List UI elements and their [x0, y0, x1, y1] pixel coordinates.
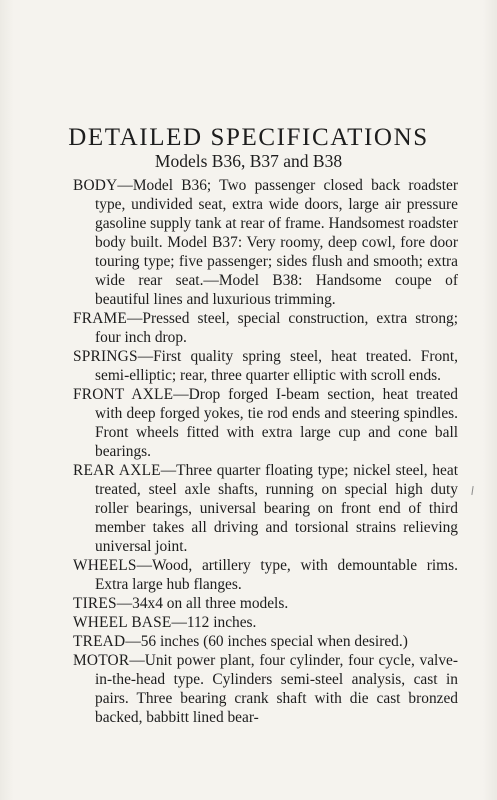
spec-entry-tread: [73, 632, 458, 651]
spec-entry-frame: [73, 309, 458, 347]
spec-text: —Drop forged I-beam section, heat treated with deep forged yokes, tie rod ends and steering spindles. Front wheels fitted with extra large cup and cone ball bearings.: [95, 386, 458, 460]
spec-entry-tires: [73, 594, 458, 613]
spec-entry-front-axle: [73, 385, 458, 461]
spec-text: —112 inches.: [171, 614, 257, 631]
spec-term: FRAME: [73, 310, 128, 327]
spec-text: —Pressed steel, special construction, extra strong; four inch drop.: [95, 310, 458, 346]
spec-entry-springs: [73, 347, 458, 385]
specifications-list: [73, 176, 458, 727]
spec-entry-body: [73, 176, 458, 309]
page-subtitle: Models B36, B37 and B38: [154, 151, 343, 171]
spec-text: —56 inches (60 inches special when desired.): [125, 633, 408, 650]
spec-term: WHEELS: [73, 557, 137, 574]
spec-text: —Three quarter floating type; nickel steel, heat treated, steel axle shafts, running on special high duty roller bearings, universal bearing on front end of third member takes all driving and torsional strains relieving universal joint.: [95, 462, 458, 555]
spec-entry-rear-axle: [73, 461, 458, 556]
spec-term: MOTOR: [73, 652, 130, 669]
margin-mark: [471, 486, 473, 495]
spec-text: —Wood, artillery type, with demountable rims. Extra large hub flanges.: [95, 557, 458, 593]
spec-text: —First quality spring steel, heat treated. Front, semi-elliptic; rear, three quarter elliptic with scroll ends.: [95, 348, 458, 384]
spec-term: TREAD: [73, 633, 126, 650]
spec-term: SPRINGS: [73, 348, 138, 365]
page-title: DETAILED SPECIFICATIONS: [68, 124, 429, 151]
spec-entry-wheel-base: [73, 613, 458, 632]
spec-term: TIRES: [73, 595, 117, 612]
spec-term: REAR AXLE: [73, 462, 161, 479]
spec-text: —Model B36; Two passenger closed back roadster type, undivided seat, extra wide doors, large air pressure gasoline supply tank at rear of frame. Handsomest roadster body built. Model B37: Very roomy, deep cowl, fore door touring type; five passenger; sides flush and smooth; extra wide rear seat.—Model B38: Handsome coupe of beautiful lines and luxurious trimming.: [95, 177, 458, 308]
spec-entry-motor: [73, 651, 458, 727]
spec-text: —34x4 on all three models.: [116, 595, 289, 612]
spec-term: FRONT AXLE: [73, 386, 174, 403]
spec-text: —Unit power plant, four cylinder, four cycle, valve-in-the-head type. Cylinders semi-steel analysis, cast in pairs. Three bearing crank shaft with die cast bronzed backed, babbitt lined bear-: [95, 652, 458, 726]
spec-term: WHEEL BASE: [73, 614, 172, 631]
spec-term: BODY: [73, 177, 118, 194]
spec-entry-wheels: [73, 556, 458, 594]
